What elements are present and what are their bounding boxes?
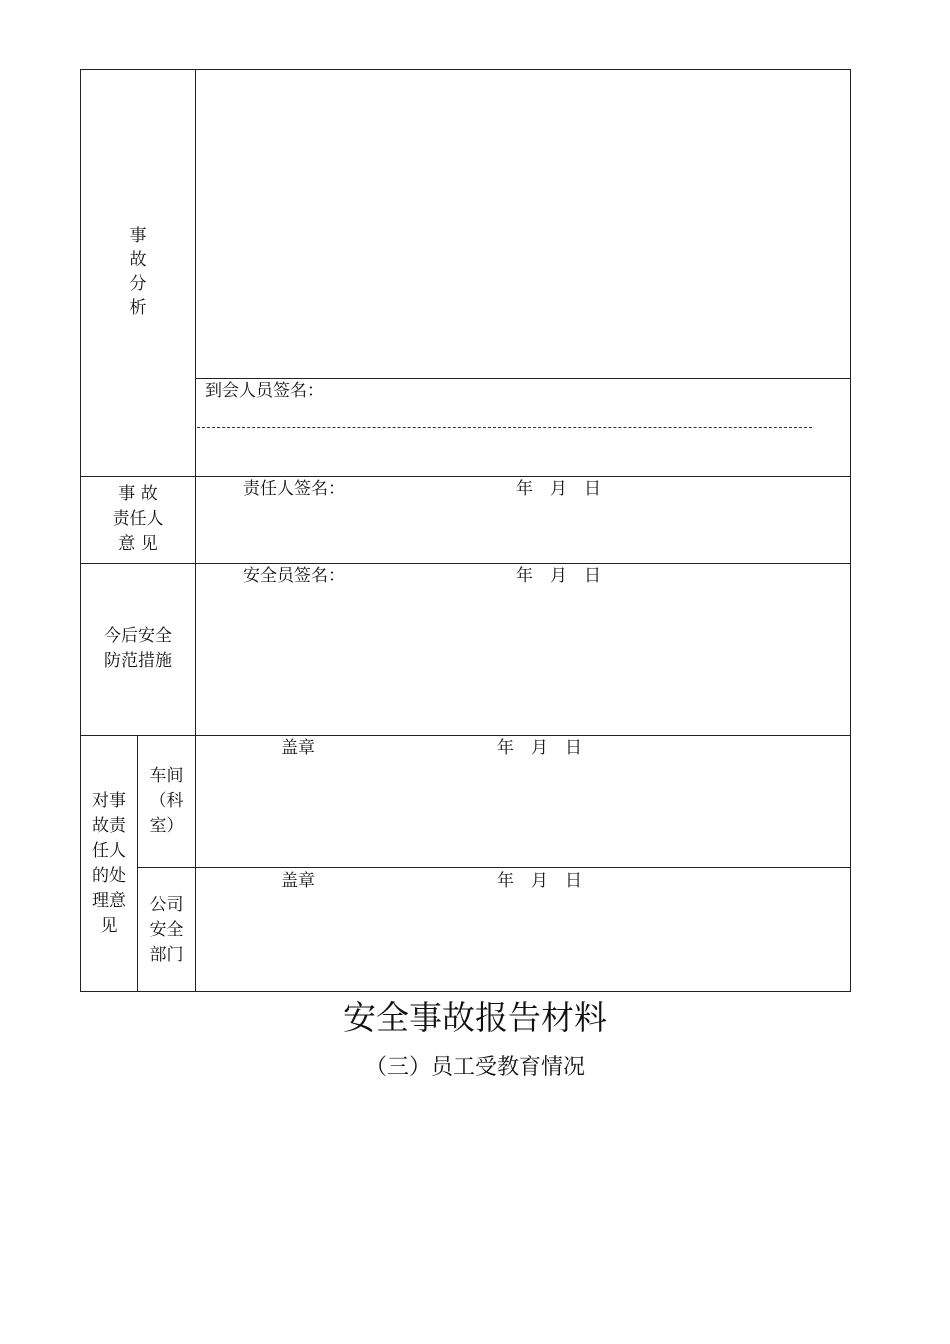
section-subtitle: （三）员工受教育情况 <box>364 1055 585 1080</box>
analysis-label-char: 故 <box>129 250 147 270</box>
company-label-line: 公司 <box>149 895 184 915</box>
prevention-label <box>82 624 194 674</box>
prevention-label-line: 今后安全 <box>104 626 172 646</box>
responsible-label-line: 责任人 <box>112 509 164 529</box>
analysis-label <box>123 224 153 320</box>
handling-label-line: 对事 <box>92 791 126 811</box>
handling-label-line: 故责 <box>92 816 126 836</box>
responsible-label-line: 事 故 <box>118 484 158 504</box>
workshop-seal-label: 盖章 <box>281 738 315 758</box>
workshop-label-line: （科 <box>149 791 184 811</box>
company-label-line: 部门 <box>149 945 184 965</box>
handling-label-line: 理意 <box>92 891 126 911</box>
row-divider-2 <box>80 563 851 564</box>
prevention-date-label: 年 月 日 <box>516 566 601 586</box>
analysis-content-area[interactable] <box>197 71 849 377</box>
workshop-label-line: 室） <box>149 816 184 836</box>
handling-inner-column-divider <box>137 735 138 992</box>
handling-label-line: 任人 <box>92 841 126 861</box>
company-date-label: 年 月 日 <box>497 871 582 891</box>
responsible-date-label: 年 月 日 <box>516 479 601 499</box>
company-label-line: 安全 <box>149 920 184 940</box>
workshop-label-line: 车间 <box>149 766 184 786</box>
company-safety-label <box>139 893 194 968</box>
prevention-label-line: 防范措施 <box>104 651 172 671</box>
analysis-label-char: 分 <box>129 274 147 294</box>
table-left-border <box>80 69 81 992</box>
attendees-signature-line[interactable] <box>197 427 812 428</box>
responsible-label-line: 意 见 <box>118 534 158 554</box>
workshop-label <box>139 764 194 839</box>
analysis-label-char: 析 <box>129 298 147 318</box>
page-title: 安全事故报告材料 <box>343 998 607 1037</box>
workshop-date-label: 年 月 日 <box>497 738 582 758</box>
label-column-divider <box>195 69 196 992</box>
company-seal-label: 盖章 <box>281 871 315 891</box>
responsible-opinion-label <box>82 482 194 557</box>
handling-subdivider <box>137 867 851 868</box>
handling-label <box>82 789 136 939</box>
safety-officer-signature-label: 安全员签名： <box>243 566 345 586</box>
handling-label-line: 见 <box>100 916 118 936</box>
attendees-signature-label: 到会人员签名： <box>205 381 324 401</box>
row-divider-3 <box>80 735 851 736</box>
table-right-border <box>850 69 851 992</box>
handling-label-line: 的处 <box>92 866 126 886</box>
responsible-signature-label: 责任人签名： <box>243 479 345 499</box>
row-divider-1 <box>80 476 851 477</box>
analysis-label-char: 事 <box>129 226 147 246</box>
